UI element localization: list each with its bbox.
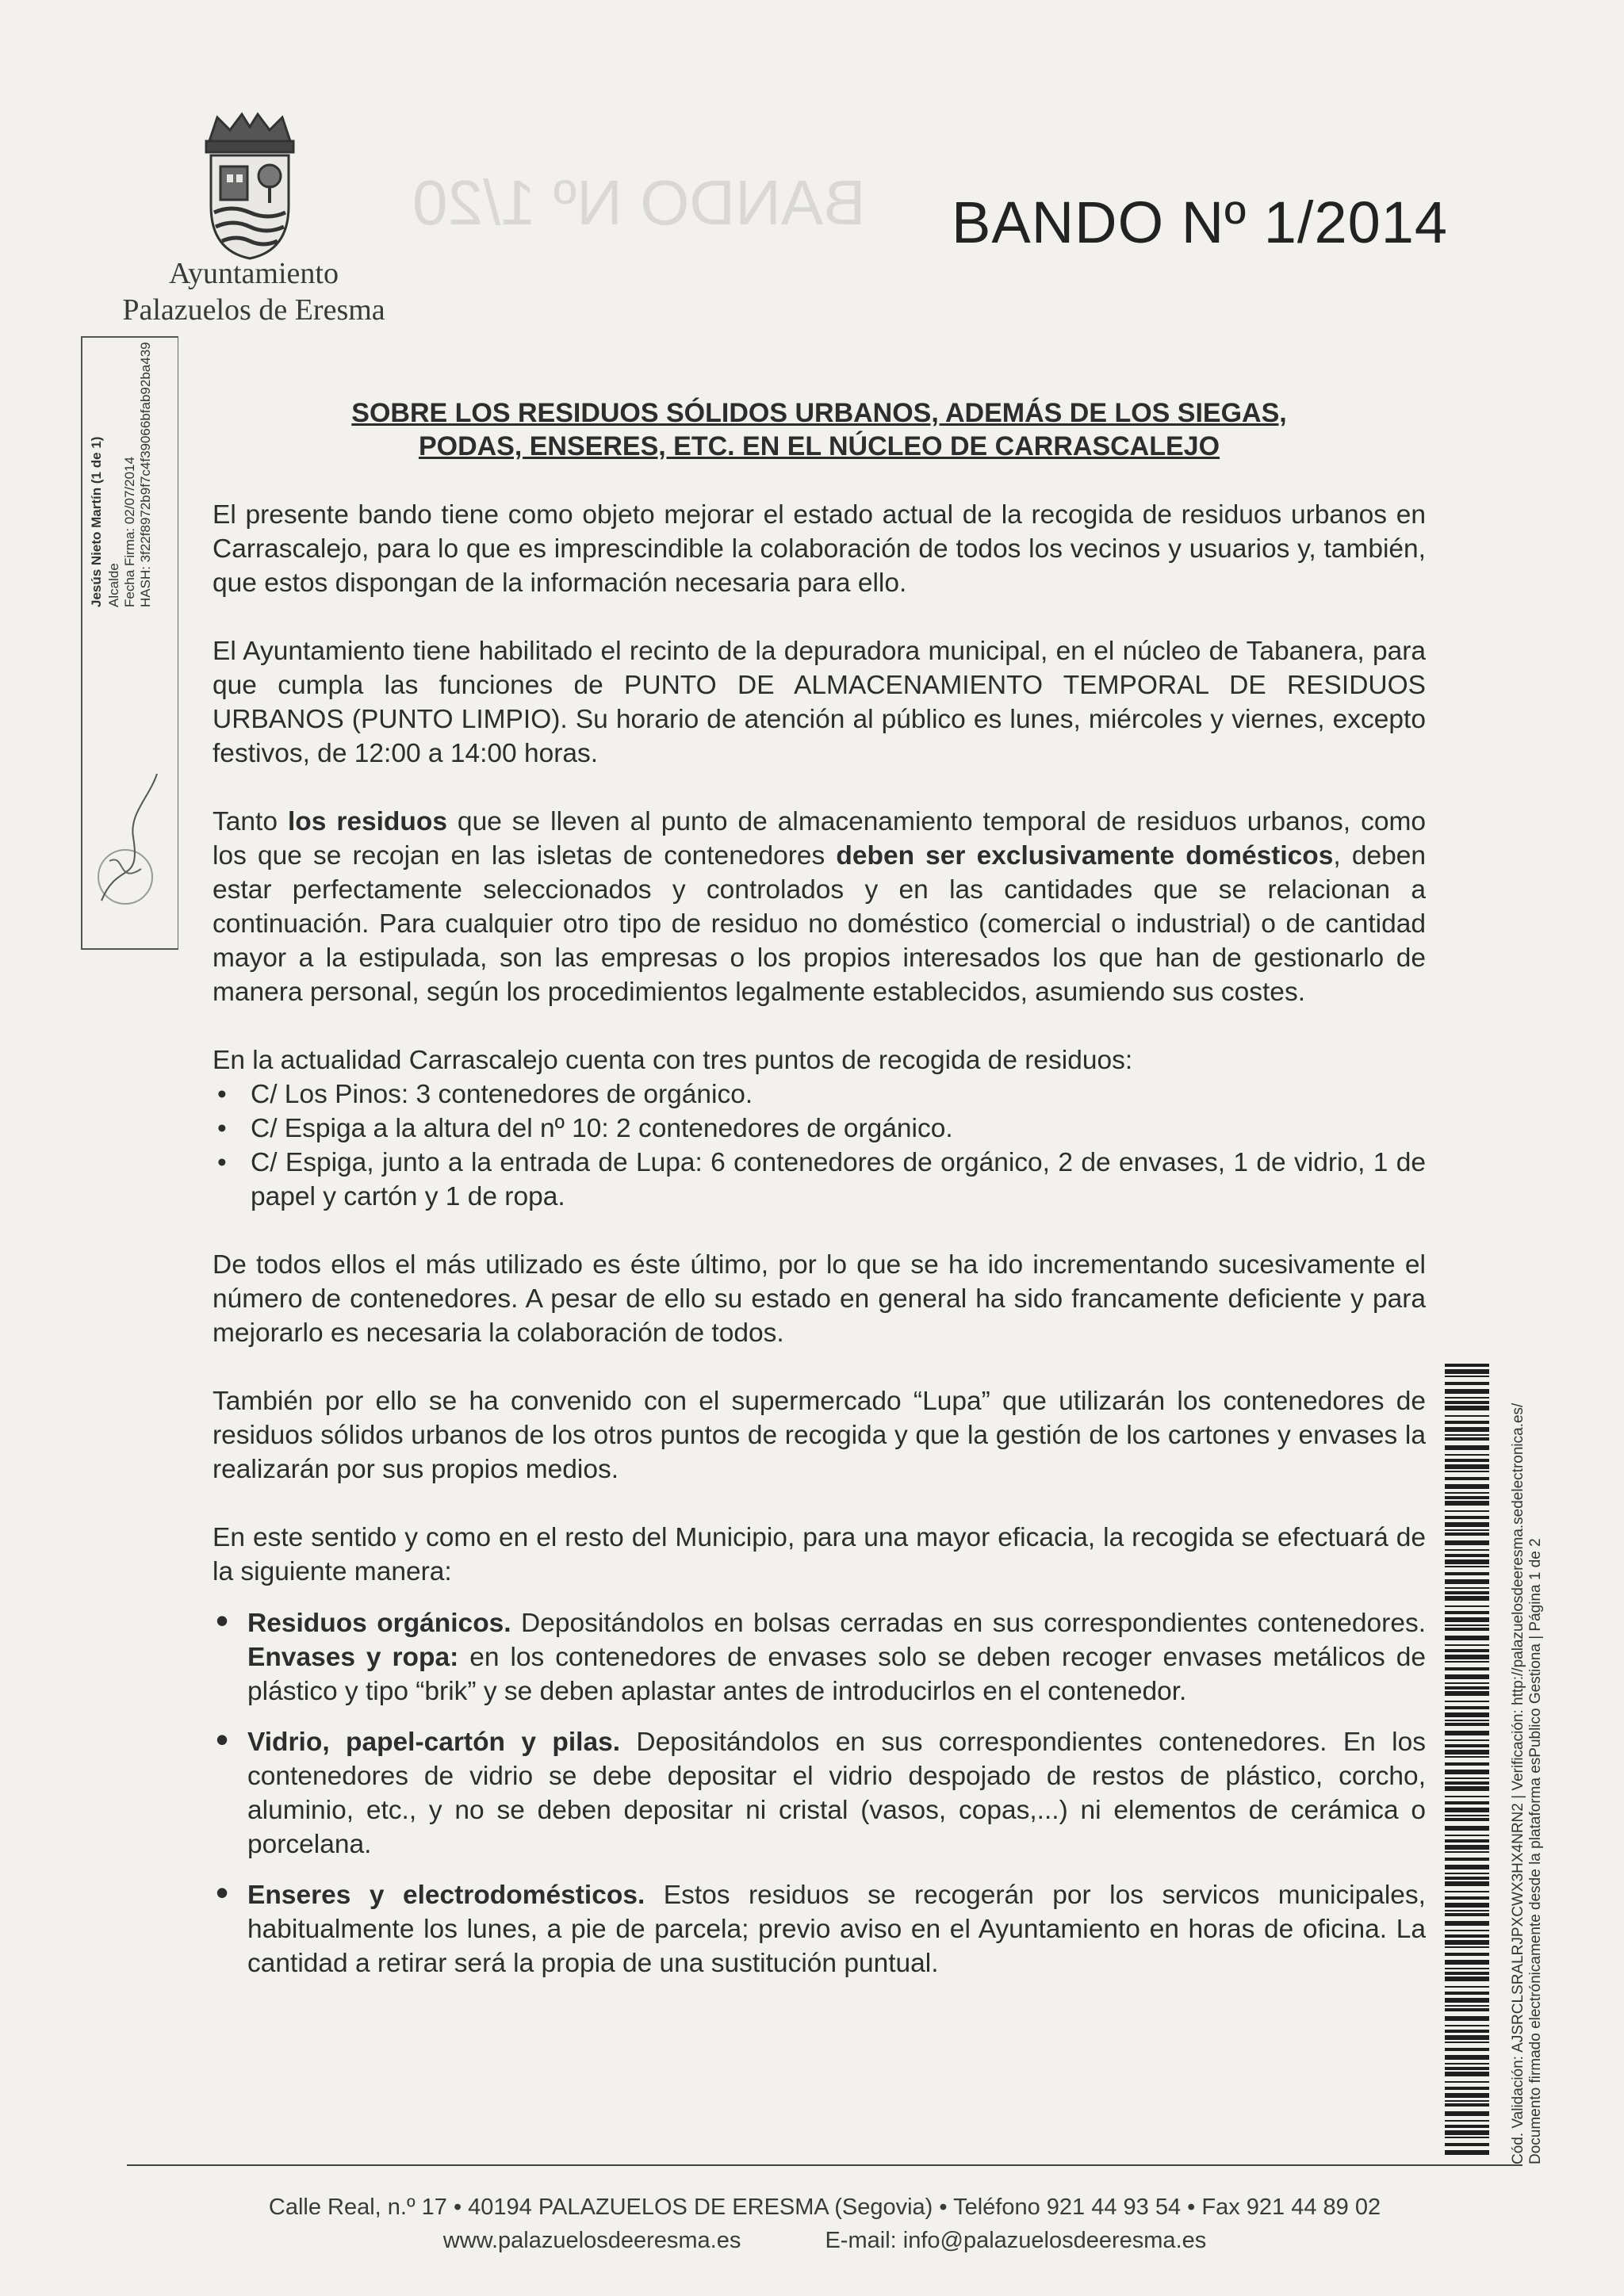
item1-bold2: Envases y ropa: [247, 1643, 459, 1672]
footer-web: www.palazuelosdeeresma.es [442, 2228, 741, 2253]
barcode-bar [1445, 1903, 1489, 1908]
barcode-bar [1445, 1686, 1489, 1689]
barcode-icon [1445, 1364, 1489, 2156]
barcode-bar [1445, 1701, 1489, 1702]
barcode-bar [1445, 1501, 1489, 1506]
barcode-bar [1445, 1397, 1489, 1399]
barcode-bar [1445, 1781, 1489, 1785]
validation-platform: Documento firmado electrónicamente desde la plataforma esPublico Gestiona | Página 1 de 2 [1527, 1538, 1544, 2164]
barcode-bar [1445, 1706, 1489, 1709]
barcode-bar [1445, 1596, 1489, 1601]
barcode-bar [1445, 2063, 1489, 2064]
org-line-1: Ayuntamiento [169, 257, 339, 290]
barcode-bar [1445, 1731, 1489, 1735]
barcode-bar [1445, 2125, 1489, 2128]
page-title: BANDO Nº 1/2014 [952, 189, 1449, 255]
barcode-bar [1445, 1427, 1489, 1432]
barcode-bar [1445, 1406, 1489, 1410]
paragraph-punto-limpio: El Ayuntamiento tiene habilitado el recinto de la depuradora municipal, en el núcleo de Tabanera, para que cumpla las funciones de PUNTO DE ALMACENAMIENTO TEMPORAL DE RESIDUOS URBANOS (PUNTO LIMPIO). Su horario de atención al público es lunes, miércoles y viernes, excepto festivos, de 12:00 a 14:00 horas. [213, 637, 1426, 768]
item1-text2: en los contenedores de envases solo se deben recoger envases metálicos de plástico y tipo “brik” y se deben aplastar antes de introducirlos en el contenedor. [247, 1643, 1426, 1706]
barcode-bar [1445, 1401, 1489, 1404]
barcode-bar [1445, 1960, 1489, 1965]
barcode-bar [1445, 1786, 1489, 1791]
p3-c: que se lleven al punto de almacenamiento temporal de residuos urbanos, como los que se recojan en las isletas de contenedores [213, 807, 1426, 871]
barcode-bar [1445, 1454, 1489, 1456]
signer-role: Alcalde [106, 563, 121, 607]
barcode-bar [1445, 1921, 1489, 1926]
barcode-bar [1445, 1826, 1489, 1831]
barcode-bar [1445, 1434, 1489, 1436]
list-item: • C/ Los Pinos: 3 contenedores de orgánico. [213, 1077, 1426, 1112]
item3-bold: Enseres y electrodomésticos. [247, 1881, 645, 1910]
barcode-bar [1445, 2055, 1489, 2060]
barcode-bar [1445, 2111, 1489, 2116]
barcode-bar [1445, 1801, 1489, 1804]
barcode-bar [1445, 1934, 1489, 1938]
barcode-bar [1445, 1516, 1489, 1519]
barcode-bar [1445, 1591, 1489, 1594]
barcode-bar [1445, 1549, 1489, 1551]
main-content [213, 396, 1426, 1997]
item2-bold: Vidrio, papel-cartón y pilas. [247, 1728, 621, 1757]
barcode-bar [1445, 1818, 1489, 1821]
organization-name [119, 255, 389, 328]
barcode-bar [1445, 1667, 1489, 1670]
item2-text: Depositándolos en sus correspondientes contenedores. En los contenedores de vidrio se debe depositar el vidrio despojado de restos de plástico, corcho, aluminio, etc., y no se deben depositar ni cristal (vasos, copas,...) ni elementos de cerámica o porcelana. [247, 1728, 1427, 1859]
barcode-bar [1445, 1682, 1489, 1684]
barcode-bar [1445, 1720, 1489, 1721]
barcode-bar [1445, 2005, 1489, 2007]
paragraph-lupa: También por ello se ha convenido con el supermercado “Lupa” que utilizarán los contenedores de residuos sólidos urbanos de los otros puntos de recogida y que la gestión de los cartones y envases la realizarán por sus propios medios. [213, 1387, 1426, 1484]
p3-d: deben ser exclusivamente domésticos [836, 841, 1334, 871]
barcode-bar [1445, 1533, 1489, 1536]
barcode-bar [1445, 1756, 1489, 1758]
barcode-bar [1445, 1624, 1489, 1626]
signature-box [81, 336, 178, 950]
barcode-bar [1445, 1808, 1489, 1812]
barcode-bar [1445, 1913, 1489, 1916]
document-subject [213, 396, 1426, 463]
barcode-bar [1445, 1674, 1489, 1679]
subject-line-2: PODAS, ENSERES, ETC. EN EL NÚCLEO DE CARRASCALEJO [418, 431, 1220, 461]
barcode-bar [1445, 1796, 1489, 1797]
barcode-bar [1445, 1946, 1489, 1948]
collection-points-list [213, 1077, 1426, 1214]
collection-method-list [213, 1606, 1426, 1980]
list-item: • C/ Espiga, junto a la entrada de Lupa: 6 contenedores de orgánico, 2 de envases, 1 de vidrio, 1 de papel y cartón y 1 de ropa. [213, 1146, 1426, 1214]
barcode-bar [1445, 1496, 1489, 1499]
barcode-bar [1445, 1554, 1489, 1557]
barcode-bar [1445, 2137, 1489, 2138]
paragraph-usage: De todos ellos el más utilizado es éste último, por lo que se ha ido incrementando sucesivamente el número de contenedores. A pesar de ello su estado en general ha sido francamente deficiente y para mejorarlo es necesaria la colaboración de todos. [213, 1250, 1426, 1348]
barcode-bar [1445, 1845, 1489, 1850]
signature-date: Fecha Firma: 02/07/2014 [122, 457, 137, 607]
footer-email: E-mail: info@palazuelosdeeresma.es [825, 2228, 1207, 2253]
signature-hash: HASH: 3f22f8972b9f7c4f39066bfab92ba439 [138, 342, 153, 607]
barcode-bar [1445, 2103, 1489, 2107]
barcode-bar [1445, 1712, 1489, 1717]
barcode-bar [1445, 1896, 1489, 1900]
barcode-bar [1445, 1661, 1489, 1663]
footer-contact [127, 2228, 1522, 2254]
paragraph-points-intro: En la actualidad Carrascalejo cuenta con tres puntos de recogida de residuos: [213, 1046, 1133, 1075]
validation-code: Cód. Validación: AJSRCLSRALRJPXCWX3HX4NRN2 | Verificación: http://palazuelosdeeresma.sedelectronica.es/ [1510, 1402, 1526, 2164]
barcode-bar [1445, 2130, 1489, 2135]
barcode-bar [1445, 1492, 1489, 1494]
barcode-bar [1445, 2150, 1489, 2155]
p3-e: , deben estar perfectamente seleccionados y controlados y en las cantidades que se relacionan a continuación. Para cualquier otro tipo de residuo no doméstico (comercial o industrial) o de cantidad mayor a la estipulada, son las empresas o los propios interesados los que han de gestionarlo de manera personal, según los procedimientos legalmente establecidos, asumiendo sus costes. [213, 841, 1426, 1007]
barcode-bar [1445, 2072, 1489, 2076]
barcode-bar [1445, 1376, 1489, 1377]
barcode-bar [1445, 1382, 1489, 1385]
barcode-bar [1445, 1572, 1489, 1575]
barcode-bar [1445, 1998, 1489, 2003]
barcode-bar [1445, 1389, 1489, 1394]
barcode-bar [1445, 2120, 1489, 2122]
list-item [213, 1878, 1426, 1980]
footer-divider [127, 2164, 1522, 2166]
barcode-bar [1445, 1940, 1489, 1945]
barcode-bar [1445, 2016, 1489, 2021]
barcode-bar [1445, 1858, 1489, 1861]
barcode-bar [1445, 1529, 1489, 1531]
barcode-bar [1445, 1364, 1489, 1367]
barcode-bar [1445, 1739, 1489, 1741]
barcode-bar [1445, 1723, 1489, 1726]
item3-text: Estos residuos se recogerán por los servicos municipales, habitualmente los lunes, a pie de parcela; previo aviso en el Ayuntamiento en horas de oficina. La cantidad a retirar será la propia de una sustitución puntual. [247, 1881, 1426, 1978]
barcode-bar [1445, 1566, 1489, 1567]
barcode-bar [1445, 2025, 1489, 2026]
signer-name: Jesús Nieto Martín (1 de 1) [89, 436, 104, 607]
barcode-bar [1445, 1976, 1489, 1981]
barcode-bar [1445, 1891, 1489, 1892]
barcode-bar [1445, 1459, 1489, 1462]
barcode-bar [1445, 1415, 1489, 1417]
footer-address: Calle Real, n.º 17 • 40194 PALAZUELOS DE ERESMA (Segovia) • Teléfono 921 44 93 54 • Fax 921 44 89 02 [268, 2195, 1381, 2220]
subject-line-1: SOBRE LOS RESIDUOS SÓLIDOS URBANOS, ADEMÁS DE LOS SIEGAS, [351, 398, 1287, 428]
barcode-bar [1445, 1968, 1489, 1969]
barcode-bar [1445, 1617, 1489, 1622]
barcode-bar [1445, 1770, 1489, 1774]
barcode-bar [1445, 1628, 1489, 1631]
barcode-bar [1445, 1877, 1489, 1880]
barcode-bar [1445, 2008, 1489, 2011]
barcode-bar [1445, 1649, 1489, 1652]
barcode-bar [1445, 2087, 1489, 2090]
barcode-bar [1445, 1644, 1489, 1646]
org-line-2: Palazuelos de Eresma [122, 293, 385, 327]
list-item [213, 1606, 1426, 1709]
paragraph-residuos [213, 805, 1426, 1009]
barcode-bar [1445, 2093, 1489, 2098]
barcode-bar [1445, 1992, 1489, 1995]
barcode-bar [1445, 1835, 1489, 1836]
barcode-bar [1445, 1691, 1489, 1696]
barcode-bar [1445, 2100, 1489, 2102]
barcode-bar [1445, 1953, 1489, 1956]
barcode-bar [1445, 1815, 1489, 1816]
barcode-bar [1445, 2081, 1489, 2083]
barcode-bar [1445, 1930, 1489, 1931]
barcode-bar [1445, 2143, 1489, 2146]
barcode-bar [1445, 1636, 1489, 1640]
barcode-bar [1445, 1910, 1489, 1911]
handwritten-signature-icon [94, 766, 165, 924]
barcode-bar [1445, 1865, 1489, 1869]
barcode-bar [1445, 1655, 1489, 1659]
paragraph-purpose: El presente bando tiene como objeto mejorar el estado actual de la recogida de residuos urbanos en Carrascalejo, para lo que es imprescindible la colaboración de todos los vecinos y usuarios y, también, que estos dispongan de la información necesaria para ello. [213, 500, 1426, 598]
barcode-bar [1445, 1579, 1489, 1584]
barcode-bar [1445, 1881, 1489, 1886]
barcode-bar [1445, 1484, 1489, 1489]
barcode-bar [1445, 1421, 1489, 1424]
barcode-bar [1445, 1986, 1489, 1988]
barcode-bar [1445, 2035, 1489, 2040]
barcode-bar [1445, 2048, 1489, 2051]
bleed-through: BANDO Nº 1/20 [412, 167, 866, 238]
p3-b: los residuos [287, 807, 447, 836]
barcode-bar [1445, 1839, 1489, 1843]
paragraph-method: En este sentido y como en el resto del Municipio, para una mayor eficacia, la recogida se efectuará de la siguiente manera: [213, 1523, 1426, 1586]
barcode-bar [1445, 1873, 1489, 1874]
barcode-bar [1445, 1605, 1489, 1607]
barcode-bar [1445, 1777, 1489, 1779]
item1-text1: Depositándolos en bolsas cerradas en sus correspondientes contenedores. [511, 1609, 1427, 1638]
barcode-bar [1445, 1445, 1489, 1450]
barcode-bar [1445, 1540, 1489, 1545]
barcode-bar [1445, 1477, 1489, 1480]
barcode-bar [1445, 1559, 1489, 1564]
barcode-bar [1445, 1522, 1489, 1527]
barcode-bar [1445, 1587, 1489, 1589]
barcode-bar [1445, 2030, 1489, 2033]
barcode-bar [1445, 1464, 1489, 1469]
barcode-bar [1445, 1437, 1489, 1441]
barcode-bar [1445, 1471, 1489, 1472]
barcode-bar [1445, 1611, 1489, 1614]
p3-a: Tanto [213, 807, 288, 836]
barcode-bar [1445, 2042, 1489, 2043]
list-item: • C/ Espiga a la altura del nº 10: 2 contenedores de orgánico. [213, 1112, 1426, 1146]
list-item [213, 1725, 1426, 1862]
coat-of-arms-icon [198, 111, 301, 262]
barcode-bar [1445, 1369, 1489, 1374]
barcode-bar [1445, 2067, 1489, 2070]
item1-bold: Residuos orgánicos. [247, 1609, 511, 1638]
barcode-bar [1445, 1972, 1489, 1975]
barcode-bar [1445, 1762, 1489, 1766]
barcode-bar [1445, 1851, 1489, 1853]
barcode-bar [1445, 1750, 1489, 1755]
barcode-bar [1445, 1744, 1489, 1747]
barcode-bar [1445, 1510, 1489, 1512]
